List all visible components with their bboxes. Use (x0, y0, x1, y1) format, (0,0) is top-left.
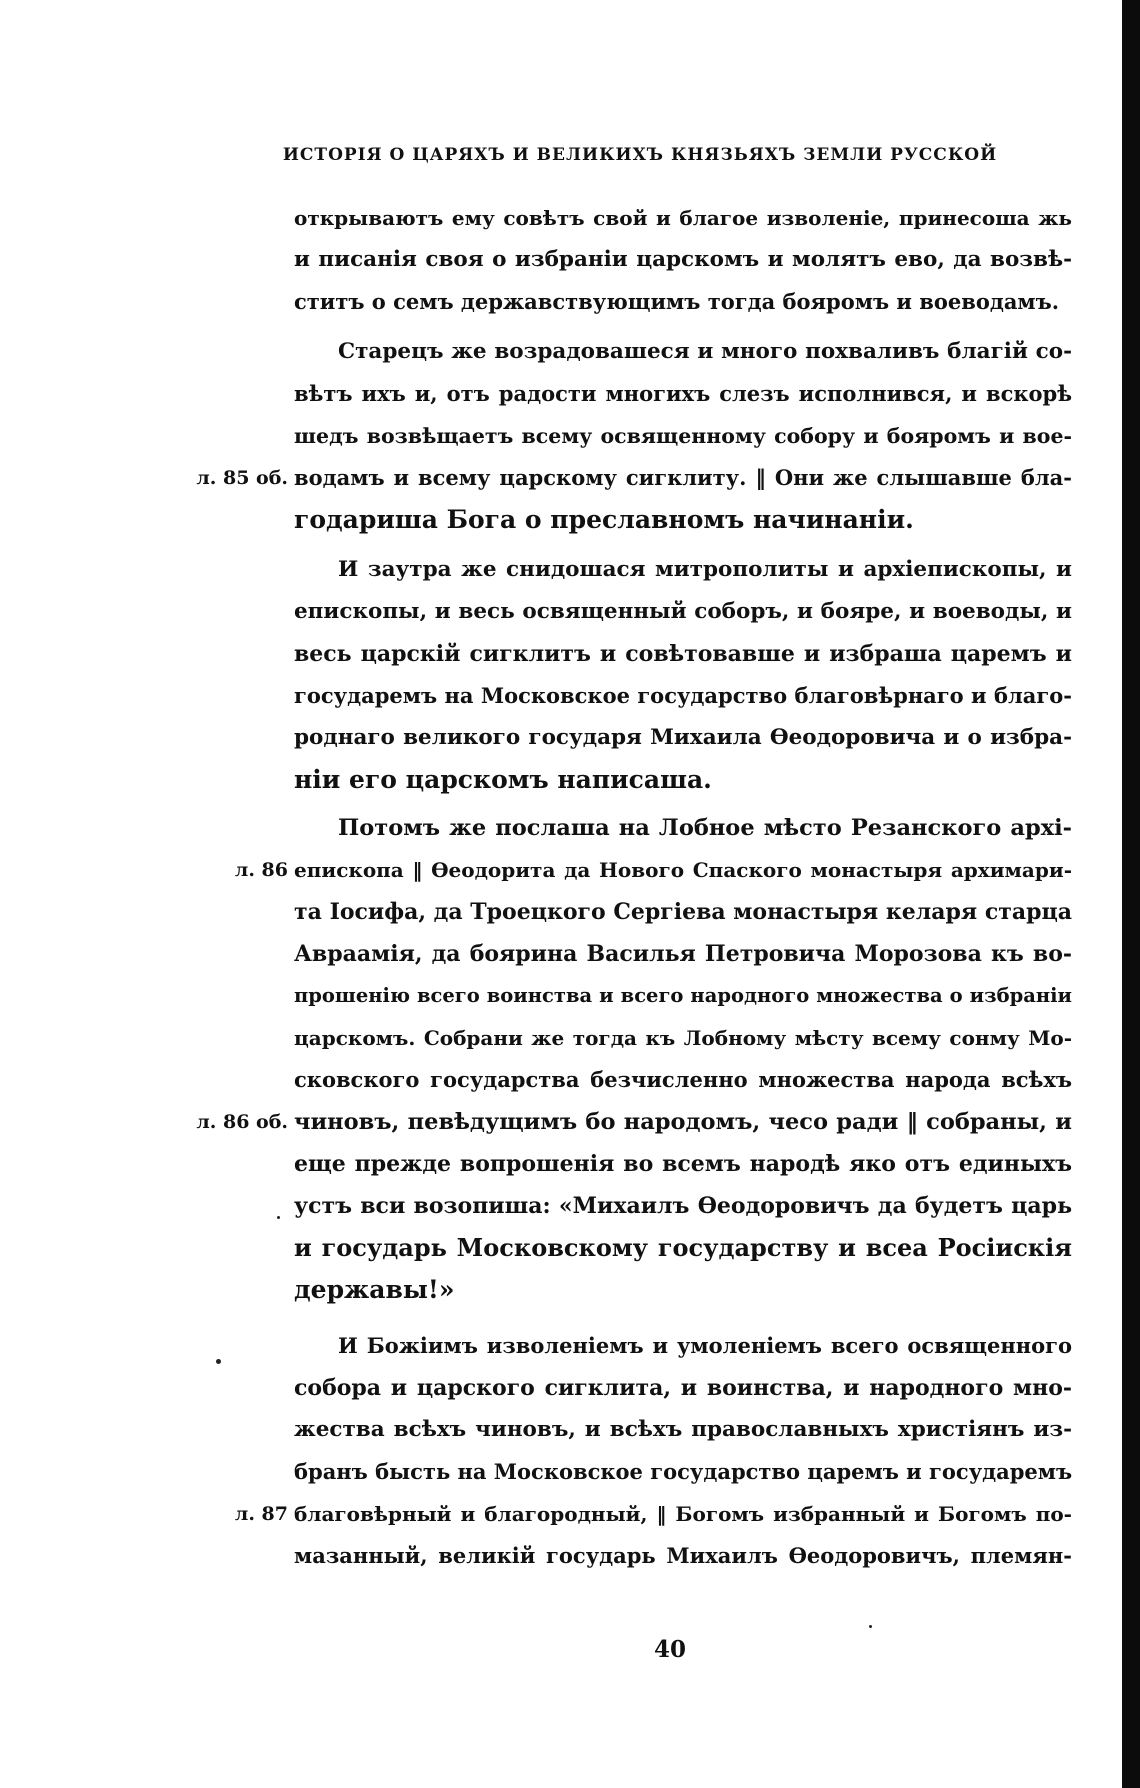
text-line: и государь Московскому государству и всеа Росіискія (294, 1233, 1072, 1262)
page-number: 40 (653, 1636, 686, 1663)
text-line: И Божіимъ изволеніемъ и умоленіемъ всего освященного (338, 1333, 1072, 1358)
text-line: епископа ‖ Ѳеодорита да Нового Спаского монастыря архимари- (294, 858, 1072, 882)
text-line: открываютъ ему совѣтъ свой и благое изволеніе, принесоша жь (294, 206, 1072, 230)
text-line: ніи его царскомъ написаша. (294, 765, 712, 794)
text-line: устъ вси возопиша: «Михаилъ Ѳеодоровичъ да будетъ царь (294, 1193, 1072, 1219)
text-line: Авраамія, да боярина Василья Петровича Морозова къ во- (294, 941, 1072, 967)
text-line: епископы, и весь освященный соборъ, и бояре, и воеводы, и (294, 599, 1072, 624)
text-line: водамъ и всему царскому сигклиту. ‖ Они же слышавше бла- (294, 465, 1072, 490)
text-line: та Іосифа, да Троецкого Сергіева монастыря келаря старца (294, 899, 1072, 925)
margin-folio-note: л. 85 об. (196, 467, 288, 489)
page-edge (1122, 0, 1140, 1788)
text-line: роднаго великого государя Михаила Ѳеодоровича и о избра- (294, 725, 1072, 750)
text-line: собора и царского сигклита, и воинства, и народного мно- (294, 1375, 1072, 1401)
text-line: шедъ возвѣщаетъ всему освященному собору и бояромъ и вое- (294, 424, 1072, 448)
print-speck (277, 1216, 280, 1219)
text-line: Старецъ же возрадовашеся и много похваливъ благій со- (338, 339, 1072, 364)
print-speck (869, 1625, 872, 1628)
text-line: И заутра же снидошася митрополиты и архіепископы, и (338, 557, 1072, 582)
text-line: еще прежде вопрошенія во всемъ народѣ яко отъ единыхъ (294, 1151, 1072, 1177)
text-line: и писанія своя о избраніи царскомъ и молятъ ево, да возвѣ- (294, 247, 1072, 272)
text-line: чиновъ, певѣдущимъ бо народомъ, чесо ради ‖ собраны, и (294, 1109, 1072, 1135)
text-line: весь царскій сигклитъ и совѣтовавше и избраша царемъ и (294, 641, 1072, 667)
print-speck (216, 1359, 221, 1364)
text-line: жества всѣхъ чиновъ, и всѣхъ православныхъ христіянъ из- (294, 1417, 1072, 1442)
margin-folio-note: л. 86 об. (196, 1111, 288, 1133)
text-line: Потомъ же послаша на Лобное мѣсто Резанского архі- (338, 815, 1072, 841)
text-line: благовѣрный и благородный, ‖ Богомъ избранный и Богомъ по- (294, 1502, 1072, 1526)
text-line: царскомъ. Собрани же тогда къ Лобному мѣсту всему сонму Мо- (294, 1026, 1072, 1050)
margin-folio-note: л. 87 (234, 1503, 288, 1525)
text-line: мазанный, великій государь Михаилъ Ѳеодоровичъ, племян- (294, 1543, 1072, 1568)
running-header: ИСТОРІЯ О ЦАРЯХЪ И ВЕЛИКИХЪ КНЯЗЬЯХЪ ЗЕМЛИ РУССКОЙ (282, 145, 998, 165)
text-line: сковского государства безчисленно множества народа всѣхъ (294, 1067, 1072, 1092)
text-line: вѣтъ ихъ и, отъ радости многихъ слезъ исполнився, и вскорѣ (294, 381, 1072, 406)
margin-folio-note: л. 86 (234, 859, 288, 881)
text-line: прошенію всего воинства и всего народного множества о избраніи (294, 984, 1072, 1007)
text-line: державы!» (294, 1275, 455, 1304)
text-line: ститъ о семъ державствующимъ тогда бояромъ и воеводамъ. (294, 289, 1060, 314)
text-line: государемъ на Московское государство благовѣрнаго и благо- (294, 683, 1072, 708)
text-line: годариша Бога о преславномъ начинаніи. (294, 505, 914, 534)
text-line: бранъ бысть на Московское государство царемъ и государемъ (294, 1459, 1072, 1484)
